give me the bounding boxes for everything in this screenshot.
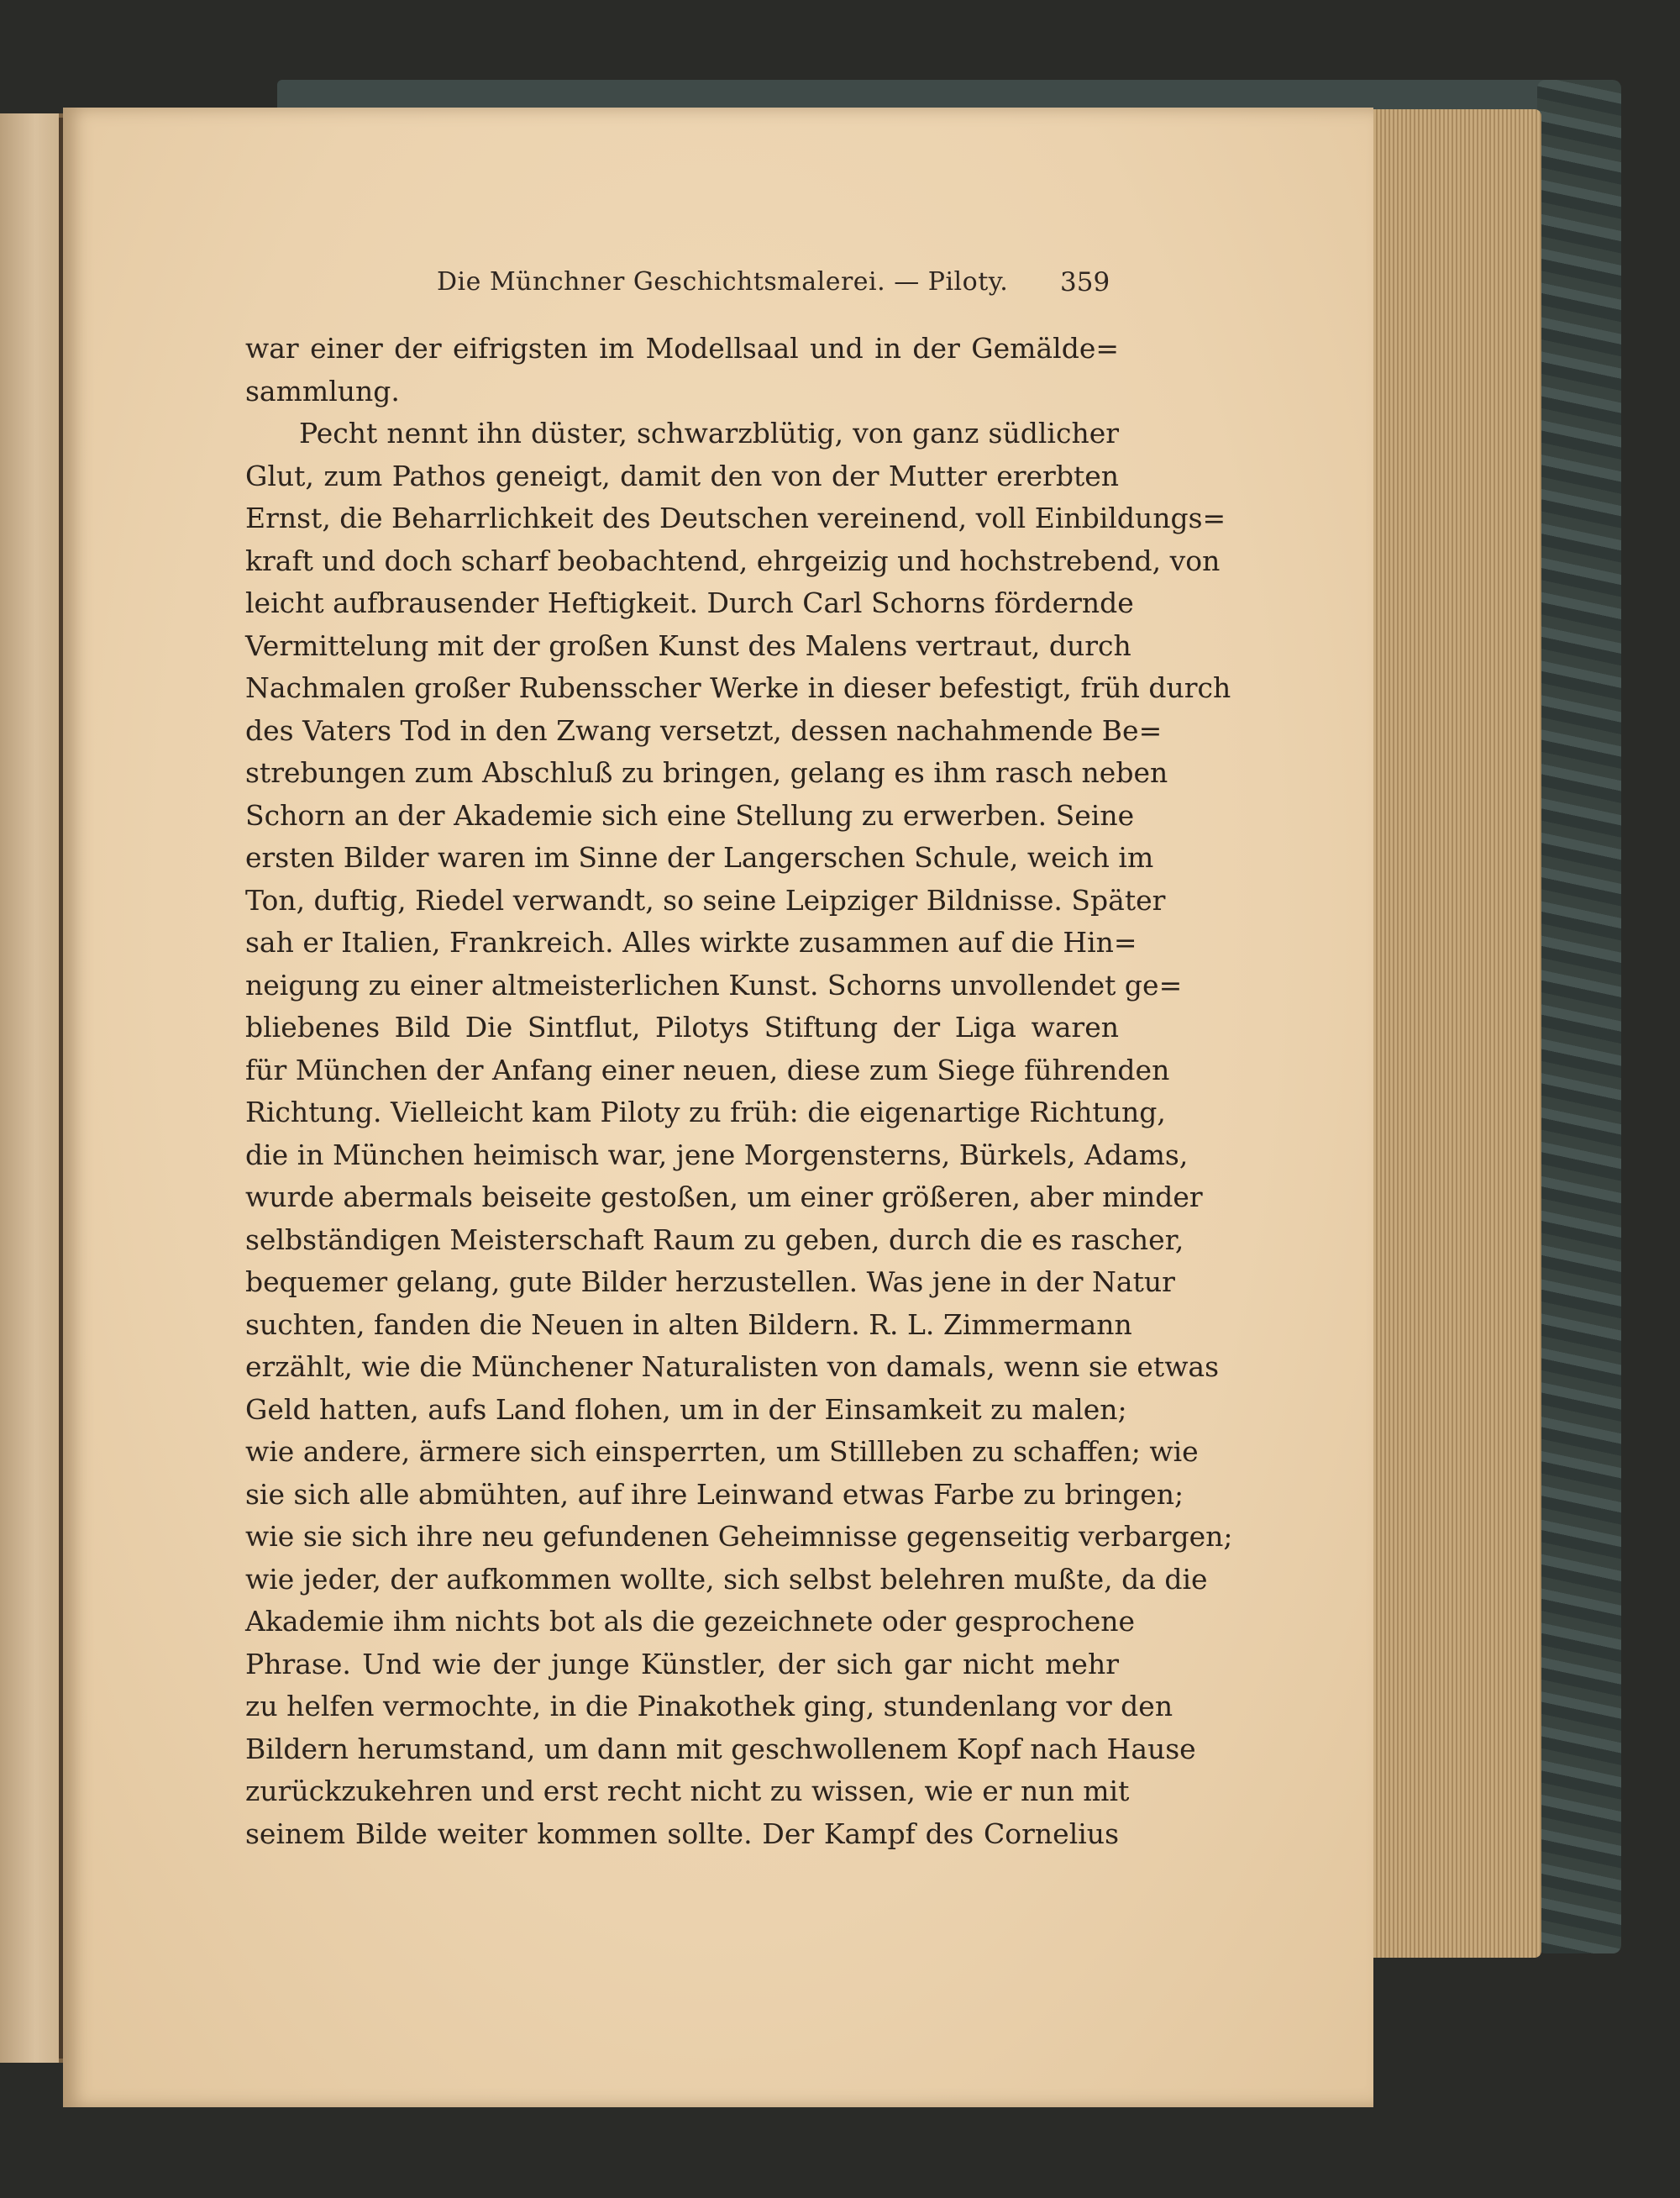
text-line: Richtung. Vielleicht kam Piloty zu früh: die eigenartige Richtung, xyxy=(245,1096,1166,1128)
text-line: Nachmalen großer Rubensscher Werke in dieser befestigt, früh durch xyxy=(245,671,1231,704)
text-line: für München der Anfang einer neuen, diese zum Siege führenden xyxy=(245,1053,1170,1086)
text-line: Schorn an der Akademie sich eine Stellung zu erwerben. Seine xyxy=(245,798,1135,832)
book-cover-marbled-edge xyxy=(1537,80,1621,1953)
text-line: Ton, duftig, Riedel verwandt, so seine Leipziger Bildnisse. Später xyxy=(245,883,1166,917)
text-line: Pecht nennt ihn düster, schwarzblütig, von ganz südlicher xyxy=(299,417,1119,450)
text-line: Geld hatten, aufs Land flohen, um in der Einsamkeit zu malen; xyxy=(245,1392,1127,1426)
text-line: zu helfen vermochte, in die Pinakothek ging, stundenlang vor den xyxy=(245,1690,1173,1722)
text-line: sah er Italien, Frankreich. Alles wirkte zusammen auf die Hin= xyxy=(245,926,1137,959)
text-line: neigung zu einer altmeisterlichen Kunst. Schorns unvollendet ge= xyxy=(245,968,1183,1002)
text-line: bliebenes Bild Die Sintflut, Pilotys Stiftung der Liga waren xyxy=(245,1011,1119,1044)
text-line: wie jeder, der aufkommen wollte, sich selbst belehren mußte, da die xyxy=(245,1562,1208,1596)
running-head: Die Münchner Geschichtsmalerei. — Piloty. xyxy=(437,267,1009,297)
text-line: wie andere, ärmere sich einsperrten, um Stillleben zu schaffen; wie xyxy=(245,1435,1199,1468)
text-line: Ernst, die Beharrlichkeit des Deutschen vereinend, voll Einbildungs= xyxy=(245,502,1226,534)
text-line: sammlung. xyxy=(245,374,400,408)
text-line: zurückzukehren und erst recht nicht zu wissen, wie er nun mit xyxy=(245,1775,1130,1807)
text-line: erzählt, wie die Münchener Naturalisten von damals, wenn sie etwas xyxy=(245,1350,1220,1383)
text-line: selbständigen Meisterschaft Raum zu geben, durch die es rascher, xyxy=(245,1223,1184,1256)
text-line: leicht aufbrausender Heftigkeit. Durch Carl Schorns fördernde xyxy=(245,586,1134,619)
text-line: seinem Bilde weiter kommen sollte. Der Kampf des Cornelius xyxy=(245,1817,1119,1850)
text-line: die in München heimisch war, jene Morgensterns, Bürkels, Adams, xyxy=(245,1138,1189,1171)
text-line: sie sich alle abmühten, auf ihre Leinwand etwas Farbe zu bringen; xyxy=(245,1477,1184,1511)
text-line: Akademie ihm nichts bot als die gezeichnete oder gesprochene xyxy=(245,1605,1136,1638)
text-line: war einer der eifrigsten im Modellsaal und in der Gemälde= xyxy=(245,332,1119,365)
text-line: wurde abermals beiseite gestoßen, um einer größeren, aber minder xyxy=(245,1181,1203,1213)
page-block-edges xyxy=(1361,109,1541,1958)
text-line: bequemer gelang, gute Bilder herzustellen. Was jene in der Natur xyxy=(245,1265,1175,1298)
text-line: wie sie sich ihre neu gefundenen Geheimnisse gegenseitig verbargen; xyxy=(245,1520,1233,1553)
text-line: Bildern herumstand, um dann mit geschwollenem Kopf nach Hause xyxy=(245,1732,1196,1765)
previous-page-edge xyxy=(0,113,64,2063)
page-number: 359 xyxy=(1060,267,1110,297)
text-line: suchten, fanden die Neuen in alten Bildern. R. L. Zimmermann xyxy=(245,1307,1132,1341)
text-line: kraft und doch scharf beobachtend, ehrgeizig und hochstrebend, von xyxy=(245,544,1221,577)
text-line: des Vaters Tod in den Zwang versetzt, dessen nachahmende Be= xyxy=(245,713,1163,747)
text-line: ersten Bilder waren im Sinne der Langerschen Schule, weich im xyxy=(245,841,1154,874)
text-line: Phrase. Und wie der junge Künstler, der sich gar nicht mehr xyxy=(245,1647,1119,1680)
text-line: Glut, zum Pathos geneigt, damit den von der Mutter ererbten xyxy=(245,459,1119,492)
body-text xyxy=(245,328,1233,1855)
text-line: strebungen zum Abschluß zu bringen, gelang es ihm rasch neben xyxy=(245,756,1168,789)
text-line: Vermittelung mit der großen Kunst des Malens vertraut, durch xyxy=(245,628,1131,662)
